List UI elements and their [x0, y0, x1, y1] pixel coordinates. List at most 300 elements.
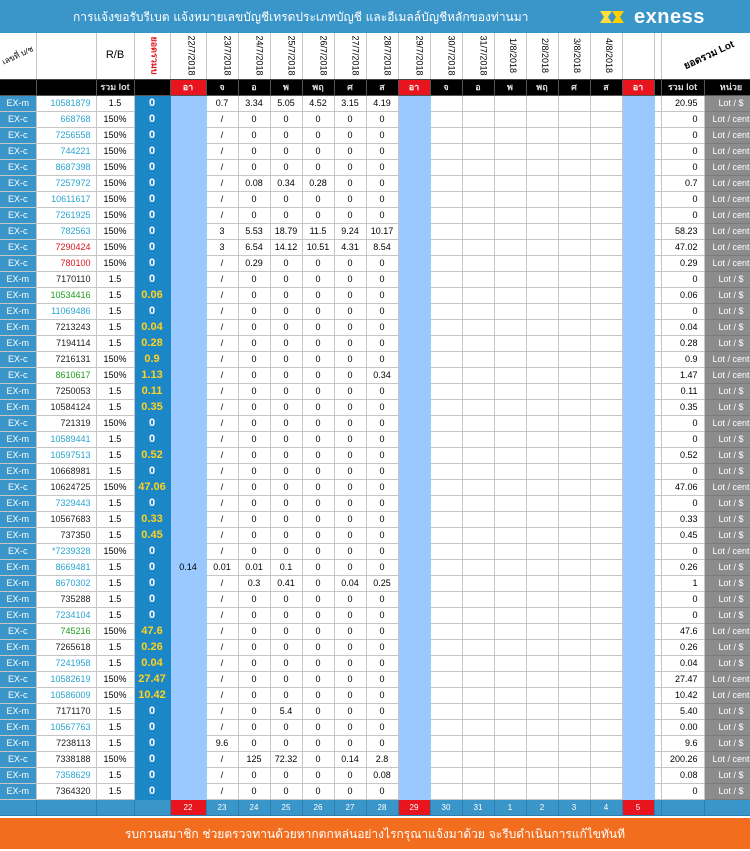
account-number: 10624725 [36, 479, 96, 495]
day-value: 0 [270, 271, 302, 287]
day-value [430, 367, 462, 383]
footer-blank [654, 799, 661, 815]
total-lot-value: 0 [661, 591, 704, 607]
day-value [558, 687, 590, 703]
day-value: 5.53 [238, 223, 270, 239]
day-value: 0 [238, 415, 270, 431]
day-value: 0 [366, 511, 398, 527]
day-value [170, 671, 206, 687]
day-value [398, 191, 430, 207]
account-number: 735288 [36, 591, 96, 607]
day-value: / [206, 687, 238, 703]
rb-value: 1.5 [96, 383, 134, 399]
day-value [558, 111, 590, 127]
account-type: EX-c [0, 207, 36, 223]
day-value: 0 [334, 383, 366, 399]
rb-value: 1.5 [96, 655, 134, 671]
unit-value: Lot / cent [704, 623, 750, 639]
day-value: 0 [302, 591, 334, 607]
day-value: 0 [270, 367, 302, 383]
day-value [398, 271, 430, 287]
day-value [398, 479, 430, 495]
rb-value: 150% [96, 671, 134, 687]
sum-lot-value: 0.04 [134, 319, 170, 335]
day-value: 0 [334, 415, 366, 431]
day-value [590, 335, 622, 351]
day-value: 0 [302, 463, 334, 479]
day-value: 0 [302, 687, 334, 703]
day-value: 0 [366, 623, 398, 639]
day-value [462, 383, 494, 399]
unit-value: Lot / cent [704, 207, 750, 223]
date-header-label: 26/7/2018 [318, 35, 329, 76]
sum-lot-value: 0 [134, 719, 170, 735]
day-value: 0.7 [206, 95, 238, 111]
day-value [398, 95, 430, 111]
day-value [462, 303, 494, 319]
day-value: 0 [270, 783, 302, 799]
account-number: 10597513 [36, 447, 96, 463]
account-type: EX-m [0, 399, 36, 415]
day-value: / [206, 543, 238, 559]
day-value [590, 159, 622, 175]
day-value [170, 751, 206, 767]
day-value [494, 447, 526, 463]
account-type: EX-m [0, 271, 36, 287]
day-value [494, 527, 526, 543]
day-value [170, 207, 206, 223]
day-value: / [206, 399, 238, 415]
sum-lot-value: 10.42 [134, 687, 170, 703]
spacer-cell [654, 543, 661, 559]
date-header-label: 27/7/2018 [350, 35, 361, 76]
day-value [170, 255, 206, 271]
day-value [462, 735, 494, 751]
day-value: 0 [334, 159, 366, 175]
account-type: EX-c [0, 111, 36, 127]
total-lot-value: 47.06 [661, 479, 704, 495]
day-value: 0.41 [270, 575, 302, 591]
day-value: 0 [366, 735, 398, 751]
day-value [622, 735, 654, 751]
account-type: EX-c [0, 143, 36, 159]
day-value [526, 191, 558, 207]
day-value: 72.32 [270, 751, 302, 767]
unit-value: Lot / $ [704, 783, 750, 799]
day-value [430, 543, 462, 559]
day-value [590, 575, 622, 591]
account-type: EX-m [0, 559, 36, 575]
day-value [526, 527, 558, 543]
day-value: 0 [270, 383, 302, 399]
day-value: 0 [366, 287, 398, 303]
day-value: 10.51 [302, 239, 334, 255]
account-type: EX-m [0, 767, 36, 783]
day-value [558, 287, 590, 303]
day-value [430, 671, 462, 687]
footer-blank [0, 799, 36, 815]
table-row [0, 111, 750, 127]
day-value [430, 655, 462, 671]
sum-lot-value: 0.52 [134, 447, 170, 463]
day-value [494, 95, 526, 111]
day-value [462, 207, 494, 223]
total-lot-value: 0 [661, 415, 704, 431]
day-value: 0 [270, 415, 302, 431]
spacer-cell [654, 191, 661, 207]
day-value: 0 [270, 655, 302, 671]
day-value [430, 303, 462, 319]
sum-lot-value: 0.26 [134, 639, 170, 655]
day-number-row [0, 799, 750, 815]
sum-lot-value: 0.04 [134, 655, 170, 671]
day-value: / [206, 479, 238, 495]
day-value: 0 [302, 575, 334, 591]
day-value: 4.52 [302, 95, 334, 111]
day-value: 0 [366, 303, 398, 319]
day-value [170, 495, 206, 511]
total-lot-value: 0.52 [661, 447, 704, 463]
day-value: 0 [302, 543, 334, 559]
sum-lot-value: 47.6 [134, 623, 170, 639]
day-value [430, 383, 462, 399]
day-number: 24 [238, 799, 270, 815]
date-header [206, 33, 238, 79]
day-value [494, 143, 526, 159]
day-value [398, 623, 430, 639]
day-value [462, 463, 494, 479]
unit-value: Lot / $ [704, 719, 750, 735]
day-value [622, 415, 654, 431]
table-row [0, 511, 750, 527]
day-value [430, 319, 462, 335]
day-value [170, 463, 206, 479]
table-body [0, 33, 750, 815]
unit-value: Lot / cent [704, 127, 750, 143]
day-value [590, 511, 622, 527]
day-value: 0 [238, 639, 270, 655]
day-value: 0 [334, 591, 366, 607]
sum-lot-value: 0.33 [134, 511, 170, 527]
day-value: 18.79 [270, 223, 302, 239]
rb-value: 1.5 [96, 319, 134, 335]
unit-value: Lot / cent [704, 175, 750, 191]
sum-lot-label: รวม lot [96, 79, 134, 95]
day-value: / [206, 607, 238, 623]
sum-lot-value: 0.9 [134, 351, 170, 367]
day-number: 27 [334, 799, 366, 815]
day-value: / [206, 143, 238, 159]
spacer-cell [654, 495, 661, 511]
day-value: 0 [302, 607, 334, 623]
rb-value: 1.5 [96, 495, 134, 511]
footer-blank [96, 799, 134, 815]
day-value [398, 671, 430, 687]
day-value [398, 751, 430, 767]
account-number: 7241958 [36, 655, 96, 671]
day-value [398, 703, 430, 719]
account-type: EX-m [0, 655, 36, 671]
day-value [590, 783, 622, 799]
day-value [526, 495, 558, 511]
day-value: 0 [334, 623, 366, 639]
unit-value: Lot / $ [704, 399, 750, 415]
day-value [462, 639, 494, 655]
rb-value: 1.5 [96, 607, 134, 623]
account-type: EX-m [0, 719, 36, 735]
day-value [462, 415, 494, 431]
rb-value: 150% [96, 367, 134, 383]
table-row [0, 223, 750, 239]
total-lot-value: 27.47 [661, 671, 704, 687]
day-value: 0 [302, 783, 334, 799]
account-number: 7216131 [36, 351, 96, 367]
day-value [494, 687, 526, 703]
day-value: 0 [366, 175, 398, 191]
total-lot-value: 0 [661, 495, 704, 511]
sum-lot-value: 0 [134, 143, 170, 159]
day-label: จ [206, 79, 238, 95]
day-value [526, 383, 558, 399]
unit-value: Lot / $ [704, 527, 750, 543]
day-value [622, 127, 654, 143]
day-value: 0 [270, 639, 302, 655]
total-lot-value: 1.47 [661, 367, 704, 383]
day-value [170, 655, 206, 671]
day-value [398, 287, 430, 303]
day-value [398, 543, 430, 559]
account-number: *7239328 [36, 543, 96, 559]
day-value [430, 735, 462, 751]
rb-header: R/B [96, 33, 134, 79]
rb-value: 1.5 [96, 767, 134, 783]
day-value: 0 [270, 287, 302, 303]
day-value [462, 111, 494, 127]
day-value [430, 447, 462, 463]
day-value [430, 415, 462, 431]
day-value [494, 703, 526, 719]
day-value [398, 735, 430, 751]
day-value [430, 495, 462, 511]
spacer-cell [654, 143, 661, 159]
day-value: 0 [302, 703, 334, 719]
day-value: / [206, 719, 238, 735]
day-label: พฤ [526, 79, 558, 95]
day-value [462, 287, 494, 303]
day-value: 0 [238, 623, 270, 639]
day-value [494, 719, 526, 735]
total-lot-value: 0.26 [661, 559, 704, 575]
sum-lot-value: 0 [134, 431, 170, 447]
total-lot-value: 0 [661, 127, 704, 143]
date-header [462, 33, 494, 79]
day-value: 0 [334, 287, 366, 303]
unit-value: Lot / $ [704, 431, 750, 447]
unit-value: Lot / $ [704, 383, 750, 399]
day-value: / [206, 271, 238, 287]
day-value [622, 543, 654, 559]
spacer-cell [654, 351, 661, 367]
total-lot-value: 0 [661, 159, 704, 175]
day-value [170, 767, 206, 783]
day-value: 5.05 [270, 95, 302, 111]
sum-lot-value: 0 [134, 543, 170, 559]
day-value: 0 [238, 767, 270, 783]
total-lot-value: 0 [661, 303, 704, 319]
day-value [170, 431, 206, 447]
account-type: EX-m [0, 703, 36, 719]
account-number: 7256558 [36, 127, 96, 143]
day-value [398, 559, 430, 575]
rb-value: 150% [96, 159, 134, 175]
day-value [170, 111, 206, 127]
day-value: 0 [270, 719, 302, 735]
total-lot-value: 0.11 [661, 383, 704, 399]
day-value [590, 735, 622, 751]
day-value [398, 143, 430, 159]
day-value [430, 591, 462, 607]
total-lot-value: 0 [661, 271, 704, 287]
day-value: 0 [302, 127, 334, 143]
day-value [526, 511, 558, 527]
day-value: 0 [366, 719, 398, 735]
day-value: 125 [238, 751, 270, 767]
sum-lot-value: 0 [134, 127, 170, 143]
day-value [430, 703, 462, 719]
day-value [526, 399, 558, 415]
spacer-cell [654, 703, 661, 719]
day-value [170, 287, 206, 303]
day-value [430, 559, 462, 575]
day-value: / [206, 783, 238, 799]
total-lot-value: 0.06 [661, 287, 704, 303]
day-value [494, 575, 526, 591]
day-value: 0 [334, 175, 366, 191]
day-value: 0 [238, 671, 270, 687]
rb-value: 1.5 [96, 271, 134, 287]
spacer-cell [654, 639, 661, 655]
sum-lot-value: 47.06 [134, 479, 170, 495]
day-value: 0 [334, 495, 366, 511]
day-value: 0.08 [238, 175, 270, 191]
unit-value: Lot / $ [704, 575, 750, 591]
account-type: EX-c [0, 687, 36, 703]
day-label: พ [494, 79, 526, 95]
day-value [170, 143, 206, 159]
day-value: 0 [366, 351, 398, 367]
spacer-cell [654, 287, 661, 303]
day-value: / [206, 591, 238, 607]
day-value [590, 223, 622, 239]
sum-lot-value: 0.11 [134, 383, 170, 399]
table-row [0, 495, 750, 511]
day-value: 0 [366, 335, 398, 351]
rb-value: 150% [96, 351, 134, 367]
total-lot-value: 0 [661, 431, 704, 447]
day-value [590, 207, 622, 223]
table-row [0, 751, 750, 767]
day-value [558, 623, 590, 639]
day-value: / [206, 127, 238, 143]
unit-value: Lot / $ [704, 559, 750, 575]
rb-value: 150% [96, 143, 134, 159]
day-value [590, 655, 622, 671]
unit-value: Lot / $ [704, 287, 750, 303]
day-value: 0 [302, 511, 334, 527]
day-value [462, 575, 494, 591]
unit-value: Lot / $ [704, 303, 750, 319]
day-value [526, 319, 558, 335]
spacer-cell [654, 431, 661, 447]
account-type: EX-c [0, 159, 36, 175]
table-row [0, 127, 750, 143]
day-value [590, 767, 622, 783]
day-value: 0 [366, 431, 398, 447]
day-value: 0 [238, 399, 270, 415]
day-value: 0 [366, 159, 398, 175]
day-value [462, 399, 494, 415]
day-value [430, 255, 462, 271]
day-number: 3 [558, 799, 590, 815]
day-value [398, 255, 430, 271]
day-value: 0 [334, 335, 366, 351]
total-lot-value: 0.26 [661, 639, 704, 655]
spacer-cell [654, 671, 661, 687]
account-type: EX-c [0, 367, 36, 383]
rb-value: 1.5 [96, 559, 134, 575]
day-value [462, 367, 494, 383]
day-value: / [206, 319, 238, 335]
day-value: 0 [238, 431, 270, 447]
day-value: 5.4 [270, 703, 302, 719]
exness-logo-icon [598, 8, 630, 26]
day-value [622, 351, 654, 367]
day-value [590, 687, 622, 703]
rb-value: 1.5 [96, 431, 134, 447]
date-header-label: 22/7/2018 [186, 35, 197, 76]
account-type: EX-m [0, 639, 36, 655]
sum-lot-value: 0 [134, 783, 170, 799]
day-value [494, 271, 526, 287]
day-value [170, 399, 206, 415]
day-value [622, 479, 654, 495]
day-value [170, 607, 206, 623]
day-value [398, 415, 430, 431]
day-value [622, 367, 654, 383]
spacer-cell [654, 607, 661, 623]
day-value [170, 783, 206, 799]
day-value [170, 527, 206, 543]
day-value: 3.15 [334, 95, 366, 111]
table-row [0, 447, 750, 463]
day-value: 0 [366, 639, 398, 655]
day-value: 0 [334, 447, 366, 463]
day-value [494, 767, 526, 783]
day-value [430, 719, 462, 735]
footer-blank [661, 799, 704, 815]
day-value [526, 351, 558, 367]
day-value [558, 655, 590, 671]
day-value [590, 351, 622, 367]
unit-value: Lot / cent [704, 239, 750, 255]
unit-value: Lot / cent [704, 351, 750, 367]
total-lot-value: 0.35 [661, 399, 704, 415]
spacer-cell [654, 271, 661, 287]
unit-value: Lot / $ [704, 271, 750, 287]
unit-value: Lot / $ [704, 319, 750, 335]
account-type: EX-m [0, 527, 36, 543]
table-row [0, 271, 750, 287]
